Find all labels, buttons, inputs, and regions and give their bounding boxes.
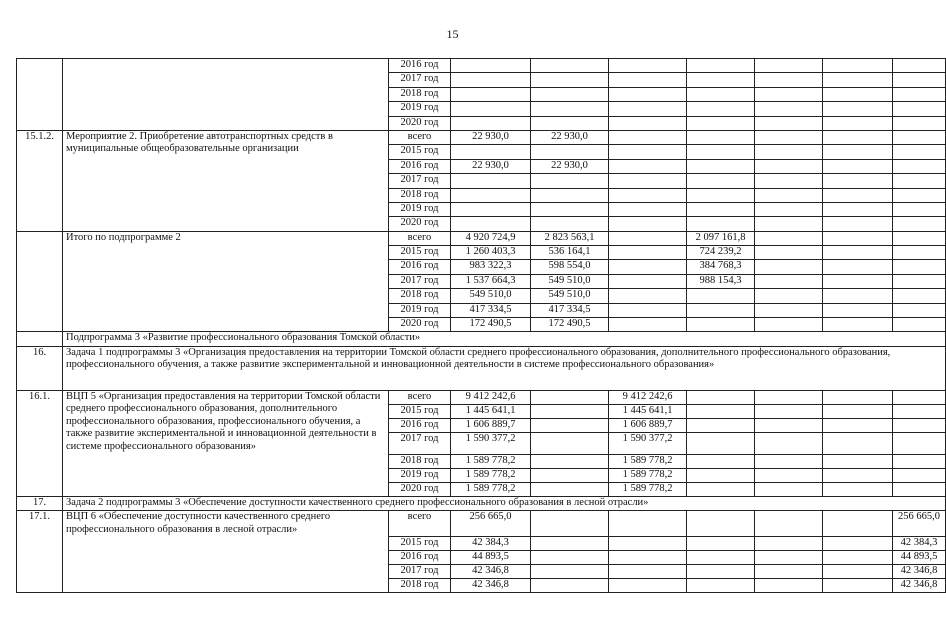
value-cell <box>687 289 755 303</box>
budget-table <box>16 58 946 593</box>
value-cell: 1 589 778,2 <box>609 454 687 468</box>
value-cell: 536 164,1 <box>531 246 609 260</box>
value-cell <box>893 73 946 87</box>
value-cell <box>687 432 755 454</box>
value-cell <box>609 246 687 260</box>
value-cell <box>893 432 946 454</box>
period-cell: всего <box>389 511 451 537</box>
value-cell <box>755 551 823 565</box>
value-cell <box>531 102 609 116</box>
value-cell: 1 589 778,2 <box>451 482 531 496</box>
value-cell <box>755 260 823 274</box>
value-cell <box>609 318 687 332</box>
value-cell <box>823 468 893 482</box>
value-cell <box>451 116 531 130</box>
value-cell <box>687 102 755 116</box>
value-cell <box>687 318 755 332</box>
value-cell <box>609 289 687 303</box>
value-cell <box>609 87 687 101</box>
value-cell <box>755 217 823 231</box>
value-cell <box>609 102 687 116</box>
value-cell: 1 589 778,2 <box>451 468 531 482</box>
value-cell <box>893 188 946 202</box>
value-cell: 42 346,8 <box>451 579 531 593</box>
value-cell <box>755 318 823 332</box>
value-cell <box>687 482 755 496</box>
period-cell: 2020 год <box>389 482 451 496</box>
value-cell: 42 346,8 <box>893 565 946 579</box>
value-cell <box>451 217 531 231</box>
value-cell <box>609 59 687 73</box>
value-cell <box>687 174 755 188</box>
value-cell <box>609 551 687 565</box>
period-cell: 2016 год <box>389 59 451 73</box>
value-cell <box>823 145 893 159</box>
item-number: 15.1.2. <box>17 130 63 231</box>
period-cell: 2020 год <box>389 318 451 332</box>
value-cell <box>687 87 755 101</box>
period-cell: всего <box>389 390 451 404</box>
value-cell <box>687 537 755 551</box>
page-number: 15 <box>446 27 459 41</box>
period-cell: 2019 год <box>389 102 451 116</box>
item-name <box>63 59 389 131</box>
section-number: 16. <box>17 346 63 390</box>
value-cell <box>823 289 893 303</box>
value-cell <box>531 551 609 565</box>
value-cell: 22 930,0 <box>451 130 531 144</box>
item-name: ВЦП 5 «Организация предоставления на территории Томской области среднего профессионального образования, дополнительного профессионального образования, профессионального обучения, а также развитие экспериментальной и инновационной деятельности в системе профессионального образования» <box>63 390 389 496</box>
item-number: 17.1. <box>17 511 63 593</box>
value-cell: 256 665,0 <box>451 511 531 537</box>
value-cell <box>755 59 823 73</box>
item-name: Мероприятие 2. Приобретение автотранспортных средств в муниципальные общеобразовательные организации <box>63 130 389 231</box>
section-heading: Задача 2 подпрограммы 3 «Обеспечение доступности качественного среднего профессионального образования в лесной отрасли» <box>63 496 946 510</box>
value-cell <box>687 511 755 537</box>
value-cell <box>755 537 823 551</box>
value-cell <box>451 102 531 116</box>
value-cell: 22 930,0 <box>531 130 609 144</box>
period-cell: 2015 год <box>389 246 451 260</box>
value-cell: 9 412 242,6 <box>609 390 687 404</box>
value-cell <box>823 454 893 468</box>
value-cell <box>755 87 823 101</box>
item-name: Итого по подпрограмме 2 <box>63 231 389 332</box>
period-cell: 2017 год <box>389 565 451 579</box>
value-cell <box>823 231 893 245</box>
value-cell <box>823 565 893 579</box>
item-number <box>17 59 63 131</box>
item-number: 16.1. <box>17 390 63 496</box>
value-cell: 9 412 242,6 <box>451 390 531 404</box>
period-cell: 2015 год <box>389 145 451 159</box>
value-cell <box>823 130 893 144</box>
value-cell <box>823 390 893 404</box>
value-cell <box>823 303 893 317</box>
value-cell <box>687 59 755 73</box>
value-cell <box>609 145 687 159</box>
value-cell <box>893 482 946 496</box>
value-cell <box>531 511 609 537</box>
value-cell <box>823 404 893 418</box>
value-cell <box>687 130 755 144</box>
value-cell <box>823 418 893 432</box>
value-cell <box>893 246 946 260</box>
value-cell <box>687 145 755 159</box>
value-cell <box>687 188 755 202</box>
value-cell: 1 606 889,7 <box>609 418 687 432</box>
value-cell: 22 930,0 <box>451 159 531 173</box>
value-cell <box>531 188 609 202</box>
value-cell <box>823 217 893 231</box>
value-cell: 2 097 161,8 <box>687 231 755 245</box>
value-cell <box>687 565 755 579</box>
value-cell <box>531 432 609 454</box>
table-row <box>17 59 946 73</box>
value-cell <box>823 432 893 454</box>
value-cell <box>823 188 893 202</box>
value-cell <box>687 551 755 565</box>
value-cell <box>687 468 755 482</box>
value-cell <box>531 418 609 432</box>
value-cell <box>609 116 687 130</box>
value-cell <box>755 418 823 432</box>
value-cell <box>893 404 946 418</box>
value-cell <box>451 59 531 73</box>
value-cell: 1 590 377,2 <box>609 432 687 454</box>
value-cell <box>755 468 823 482</box>
value-cell <box>823 59 893 73</box>
section-number: 17. <box>17 496 63 510</box>
value-cell: 42 384,3 <box>451 537 531 551</box>
period-cell: 2017 год <box>389 274 451 288</box>
period-cell: 2019 год <box>389 303 451 317</box>
value-cell <box>755 174 823 188</box>
value-cell <box>687 159 755 173</box>
value-cell <box>755 188 823 202</box>
value-cell <box>531 217 609 231</box>
period-cell: 2015 год <box>389 537 451 551</box>
value-cell <box>687 454 755 468</box>
value-cell <box>823 260 893 274</box>
value-cell <box>893 145 946 159</box>
value-cell <box>755 565 823 579</box>
value-cell: 172 490,5 <box>531 318 609 332</box>
value-cell <box>531 59 609 73</box>
value-cell <box>531 87 609 101</box>
value-cell <box>893 454 946 468</box>
table-row <box>17 231 946 245</box>
period-cell: 2016 год <box>389 418 451 432</box>
period-cell: 2016 год <box>389 260 451 274</box>
value-cell <box>893 87 946 101</box>
value-cell: 417 334,5 <box>531 303 609 317</box>
value-cell <box>451 145 531 159</box>
period-cell: 2016 год <box>389 551 451 565</box>
value-cell: 1 537 664,3 <box>451 274 531 288</box>
value-cell: 1 589 778,2 <box>609 468 687 482</box>
section-heading-row <box>17 332 946 346</box>
value-cell: 1 445 641,1 <box>451 404 531 418</box>
table-body <box>17 59 946 593</box>
period-cell: 2017 год <box>389 174 451 188</box>
value-cell <box>755 102 823 116</box>
section-heading-row <box>17 346 946 390</box>
value-cell <box>531 454 609 468</box>
period-cell: 2019 год <box>389 468 451 482</box>
value-cell: 44 893,5 <box>893 551 946 565</box>
period-cell: 2020 год <box>389 116 451 130</box>
value-cell: 42 384,3 <box>893 537 946 551</box>
value-cell <box>609 511 687 537</box>
value-cell <box>687 418 755 432</box>
value-cell <box>755 482 823 496</box>
value-cell <box>609 303 687 317</box>
value-cell <box>609 202 687 216</box>
value-cell <box>687 303 755 317</box>
value-cell <box>687 404 755 418</box>
value-cell: 256 665,0 <box>893 511 946 537</box>
value-cell <box>755 231 823 245</box>
value-cell: 988 154,3 <box>687 274 755 288</box>
value-cell <box>755 404 823 418</box>
period-cell: всего <box>389 130 451 144</box>
value-cell: 172 490,5 <box>451 318 531 332</box>
value-cell: 1 260 403,3 <box>451 246 531 260</box>
value-cell: 42 346,8 <box>451 565 531 579</box>
value-cell: 22 930,0 <box>531 159 609 173</box>
value-cell <box>893 468 946 482</box>
value-cell <box>823 174 893 188</box>
value-cell <box>531 468 609 482</box>
value-cell: 1 590 377,2 <box>451 432 531 454</box>
value-cell: 417 334,5 <box>451 303 531 317</box>
value-cell <box>893 318 946 332</box>
value-cell <box>755 159 823 173</box>
value-cell: 44 893,5 <box>451 551 531 565</box>
value-cell <box>755 390 823 404</box>
value-cell: 598 554,0 <box>531 260 609 274</box>
period-cell: 2019 год <box>389 202 451 216</box>
value-cell <box>687 73 755 87</box>
value-cell <box>893 59 946 73</box>
value-cell: 2 823 563,1 <box>531 231 609 245</box>
value-cell <box>451 202 531 216</box>
value-cell <box>823 579 893 593</box>
period-cell: 2018 год <box>389 289 451 303</box>
period-cell: 2018 год <box>389 579 451 593</box>
section-heading: Задача 1 подпрограммы 3 «Организация предоставления на территории Томской области среднего профессионального образования, дополнительного профессионального образования, профессионального обучения, а также развитие экспериментальной и инновационной деятельности в системе профессионального образования» <box>63 346 946 390</box>
value-cell <box>609 274 687 288</box>
value-cell: 1 589 778,2 <box>609 482 687 496</box>
value-cell <box>755 202 823 216</box>
value-cell: 1 606 889,7 <box>451 418 531 432</box>
value-cell <box>609 217 687 231</box>
value-cell: 4 920 724,9 <box>451 231 531 245</box>
value-cell <box>893 217 946 231</box>
value-cell <box>609 159 687 173</box>
value-cell <box>893 260 946 274</box>
value-cell <box>451 174 531 188</box>
value-cell <box>893 274 946 288</box>
value-cell: 384 768,3 <box>687 260 755 274</box>
section-heading: Подпрограмма 3 «Развитие профессионального образования Томской области» <box>63 332 946 346</box>
value-cell <box>687 390 755 404</box>
value-cell <box>755 145 823 159</box>
value-cell <box>893 289 946 303</box>
period-cell: 2017 год <box>389 73 451 87</box>
value-cell <box>451 188 531 202</box>
value-cell: 549 510,0 <box>531 289 609 303</box>
value-cell <box>609 130 687 144</box>
value-cell <box>893 303 946 317</box>
value-cell <box>823 537 893 551</box>
value-cell <box>823 246 893 260</box>
value-cell <box>823 318 893 332</box>
value-cell <box>893 231 946 245</box>
value-cell <box>609 579 687 593</box>
value-cell <box>755 274 823 288</box>
value-cell <box>609 537 687 551</box>
value-cell <box>531 565 609 579</box>
period-cell: 2020 год <box>389 217 451 231</box>
period-cell: 2017 год <box>389 432 451 454</box>
value-cell <box>823 87 893 101</box>
value-cell <box>531 202 609 216</box>
value-cell <box>609 174 687 188</box>
value-cell <box>755 116 823 130</box>
value-cell <box>823 116 893 130</box>
value-cell <box>687 202 755 216</box>
value-cell <box>823 511 893 537</box>
item-name: ВЦП 6 «Обеспечение доступности качественного среднего профессионального образования в лесной отрасли» <box>63 511 389 593</box>
value-cell <box>531 404 609 418</box>
value-cell: 549 510,0 <box>451 289 531 303</box>
period-cell: 2018 год <box>389 454 451 468</box>
value-cell: 42 346,8 <box>893 579 946 593</box>
value-cell <box>755 432 823 454</box>
value-cell <box>609 231 687 245</box>
value-cell <box>893 390 946 404</box>
value-cell <box>451 87 531 101</box>
value-cell <box>609 260 687 274</box>
value-cell <box>755 454 823 468</box>
value-cell <box>609 565 687 579</box>
value-cell: 1 445 641,1 <box>609 404 687 418</box>
section-number <box>17 332 63 346</box>
value-cell <box>755 289 823 303</box>
value-cell <box>823 551 893 565</box>
value-cell <box>687 217 755 231</box>
value-cell: 549 510,0 <box>531 274 609 288</box>
value-cell <box>687 579 755 593</box>
value-cell <box>531 73 609 87</box>
value-cell: 983 322,3 <box>451 260 531 274</box>
table-row <box>17 130 946 144</box>
value-cell <box>823 482 893 496</box>
value-cell <box>609 73 687 87</box>
value-cell <box>893 202 946 216</box>
value-cell <box>531 116 609 130</box>
period-cell: 2018 год <box>389 188 451 202</box>
value-cell <box>823 73 893 87</box>
value-cell <box>531 537 609 551</box>
value-cell <box>687 116 755 130</box>
value-cell <box>823 202 893 216</box>
value-cell <box>531 482 609 496</box>
value-cell <box>823 274 893 288</box>
value-cell <box>755 579 823 593</box>
value-cell: 724 239,2 <box>687 246 755 260</box>
value-cell <box>893 102 946 116</box>
period-cell: 2015 год <box>389 404 451 418</box>
value-cell <box>755 73 823 87</box>
value-cell <box>609 188 687 202</box>
value-cell <box>893 159 946 173</box>
value-cell <box>531 174 609 188</box>
table-row <box>17 390 946 404</box>
value-cell <box>755 303 823 317</box>
value-cell: 1 589 778,2 <box>451 454 531 468</box>
value-cell <box>893 174 946 188</box>
value-cell <box>531 145 609 159</box>
table-row <box>17 511 946 537</box>
value-cell <box>531 390 609 404</box>
item-number <box>17 231 63 332</box>
value-cell <box>755 511 823 537</box>
period-cell: 2016 год <box>389 159 451 173</box>
value-cell <box>451 73 531 87</box>
value-cell <box>755 246 823 260</box>
value-cell <box>823 159 893 173</box>
value-cell <box>893 116 946 130</box>
value-cell <box>755 130 823 144</box>
section-heading-row <box>17 496 946 510</box>
value-cell <box>823 102 893 116</box>
period-cell: 2018 год <box>389 87 451 101</box>
value-cell <box>531 579 609 593</box>
value-cell <box>893 418 946 432</box>
value-cell <box>893 130 946 144</box>
period-cell: всего <box>389 231 451 245</box>
